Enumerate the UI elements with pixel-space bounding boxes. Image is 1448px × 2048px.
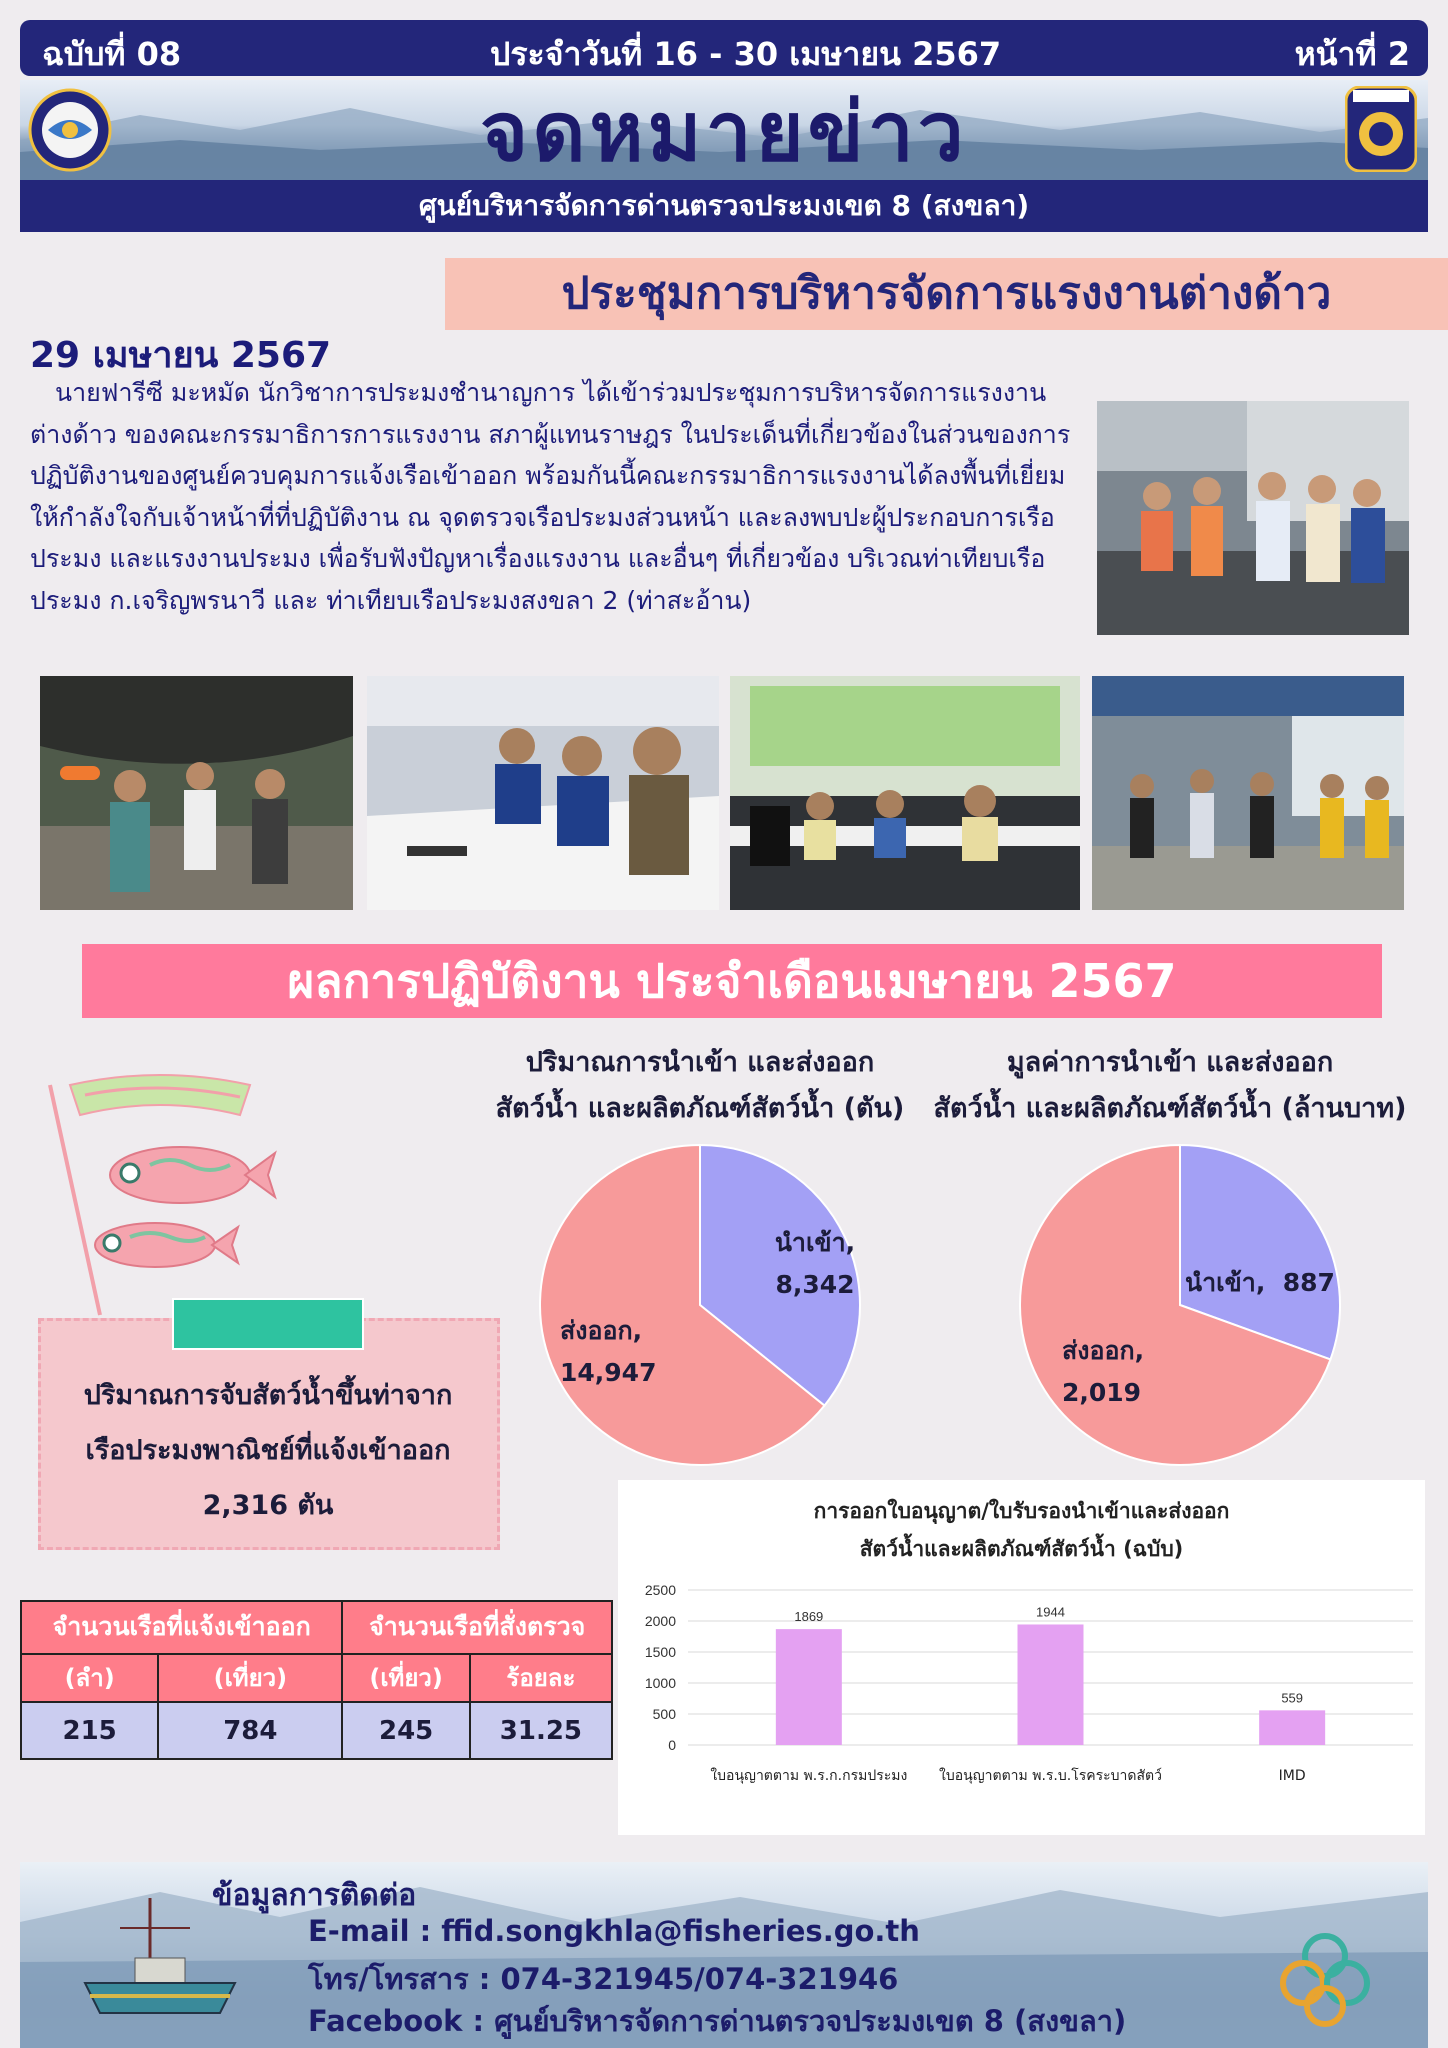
table-cell: 245: [342, 1702, 469, 1759]
pie-volume-export-value: 14,947: [560, 1358, 657, 1387]
y-tick-label: 500: [652, 1706, 676, 1722]
y-tick-label: 1000: [644, 1675, 676, 1691]
bar-chart-permits: [618, 1575, 1425, 1825]
y-tick-label: 2500: [644, 1582, 676, 1598]
y-tick-label: 2000: [644, 1613, 676, 1629]
pie-value-export-label: ส่งออก, 2,019: [1062, 1330, 1144, 1414]
pie-volume-title: [465, 1040, 935, 1132]
pie-value-title: [915, 1040, 1425, 1132]
bar: [1018, 1624, 1084, 1745]
pie-volume-title-line1: ปริมาณการนำเข้า และส่งออก: [525, 1047, 875, 1078]
catch-total: 2,316 ตัน: [202, 1490, 334, 1521]
catch-line-1: ปริมาณการจับสัตว์น้ำขึ้นท่าจาก: [83, 1380, 453, 1411]
pie-value-import-name: นำเข้า: [1185, 1268, 1256, 1297]
table-cell: 784: [158, 1702, 342, 1759]
pie-volume-title-line2: สัตว์น้ำ และผลิตภัณฑ์สัตว์น้ำ (ตัน): [495, 1093, 905, 1124]
issue-number: ฉบับที่ 08: [42, 35, 182, 73]
contact-phone: โทร/โทรสาร : 074-321945/074-321946: [308, 1962, 899, 1996]
news-body: นายฟารีซี มะหมัด นักวิชาการประมงชำนาญการ ได้เข้าร่วมประชุมการบริหารจัดการแรงงานต่างด้าว ของคณะกรรมาธิการการแรงงาน สภาผู้แทนราษฎร ในประเด็นที่เกี่ยวข้องในส่วนของการปฏิบัติงานของศูนย์ควบคุมการแจ้งเรือเข้าออก พร้อมกันนี้คณะกรรมาธิการแรงงานได้ลงพื้นที่เยี่ยมให้กำลังใจกับเจ้าหน้าที่ที่ปฏิบัติงาน ณ จุดตรวจเรือประมงส่วนหน้า และลงพบปะผู้ประกอบการเรือประมง และแรงงานประมง เพื่อรับฟังปัญหาเรื่องแรงงาน และอื่นๆ ที่เกี่ยวข้อง บริเวณท่าเทียบเรือประมง ก.เจริญพรนาวี และ ท่าเทียบเรือประมงสงขลา 2 (ท่าสะอ้าน): [30, 378, 1071, 615]
bar-chart-title-line1: การออกใบอนุญาต/ใบรับรองนำเข้าและส่งออก: [813, 1499, 1230, 1523]
news-section-title: ประชุมการบริหารจัดการแรงงานต่างด้าว: [445, 258, 1448, 330]
pie-value-title-line2: สัตว์น้ำ และผลิตภัณฑ์สัตว์น้ำ (ล้านบาท): [933, 1093, 1407, 1124]
bar-chart-title-line2: สัตว์น้ำและผลิตภัณฑ์สัตว์น้ำ (ฉบับ): [859, 1537, 1184, 1561]
photo-conference-room: [730, 676, 1080, 910]
y-tick-label: 1500: [644, 1644, 676, 1660]
x-category-label: ใบอนุญาตตาม พ.ร.บ.โรคระบาดสัตว์: [939, 1768, 1162, 1784]
photo-site-visit: [1097, 401, 1409, 635]
pie-volume-import-value: 8,342: [775, 1270, 855, 1299]
pie-value-export-value: 2,019: [1062, 1378, 1142, 1407]
pie-volume-import-name: นำเข้า: [774, 1228, 846, 1257]
results-section-title: ผลการปฏิบัติงาน ประจำเดือนเมษายน 2567: [82, 944, 1382, 1018]
contact-facebook: Facebook : ศูนย์บริหารจัดการด่านตรวจประมงเขต 8 (สงขลา): [308, 2004, 1127, 2038]
masthead-title: จดหมายข่าว: [480, 85, 968, 180]
table-col-percent: ร้อยละ: [470, 1654, 612, 1703]
pie-volume-export-name: ส่งออก: [560, 1316, 633, 1345]
bar-chart-title: [618, 1492, 1425, 1568]
x-category-label: ใบอนุญาตตาม พ.ร.ก.กรมประมง: [710, 1768, 908, 1784]
catch-card-tab: [172, 1298, 364, 1350]
photo-inspection-checkpoint: [1092, 676, 1404, 910]
bar-data-label: 559: [1281, 1690, 1304, 1706]
pie-chart-value: [1015, 1140, 1345, 1470]
bar-chart-card: [618, 1480, 1425, 1835]
table-group-notified: จำนวนเรือที่แจ้งเข้าออก: [21, 1601, 342, 1654]
photo-meeting-table: [367, 676, 719, 910]
y-tick-label: 0: [668, 1737, 676, 1753]
header-bar: [20, 20, 1428, 76]
pie-volume-import-label: นำเข้า, 8,342: [760, 1222, 870, 1306]
bar-data-label: 1869: [794, 1609, 824, 1625]
knot-emblem-logo: [1275, 1928, 1375, 2028]
table-col-inspected-trips: (เที่ยว): [342, 1654, 469, 1703]
catch-line-2: เรือประมงพาณิชย์ที่แจ้งเข้าออก: [85, 1435, 451, 1466]
page-number: หน้าที่ 2: [1294, 35, 1410, 73]
pie-value-export-name: ส่งออก: [1062, 1336, 1135, 1365]
department-of-fisheries-logo: [1345, 86, 1417, 172]
fishery-inspection-logo: [28, 88, 112, 172]
photo-fishing-pier: [40, 676, 353, 910]
table-col-trips: (เที่ยว): [158, 1654, 342, 1703]
pie-volume-export-label: ส่งออก, 14,947: [560, 1310, 656, 1394]
table-group-inspected: จำนวนเรือที่สั่งตรวจ: [342, 1601, 612, 1654]
pie-value-import-value: 887: [1282, 1268, 1335, 1297]
table-col-vessels: (ลำ): [21, 1654, 158, 1703]
bar: [1259, 1710, 1325, 1745]
organization-bar: ศูนย์บริหารจัดการด่านตรวจประมงเขต 8 (สงขลา): [20, 180, 1428, 232]
fish-flag-illustration: [40, 1065, 300, 1325]
pie-value-title-line1: มูลค่าการนำเข้า และส่งออก: [1006, 1047, 1334, 1078]
issue-period: ประจำวันที่ 16 - 30 เมษายน 2567: [490, 35, 1002, 73]
catch-summary: [48, 1368, 488, 1533]
masthead: [20, 80, 1428, 180]
table-cell: 31.25: [470, 1702, 612, 1759]
bar-data-label: 1944: [1036, 1604, 1065, 1620]
x-category-label: IMD: [1278, 1768, 1306, 1784]
pie-value-import-label: นำเข้า, 887: [1185, 1268, 1335, 1297]
contact-title: ข้อมูลการติดต่อ: [212, 1878, 417, 1913]
table-cell: 215: [21, 1702, 158, 1759]
boat-statistics-table: [20, 1600, 613, 1760]
bar: [776, 1629, 842, 1745]
contact-email: E-mail : ffid.songkhla@fisheries.go.th: [308, 1914, 920, 1948]
news-date: 29 เมษายน 2567: [30, 335, 332, 376]
